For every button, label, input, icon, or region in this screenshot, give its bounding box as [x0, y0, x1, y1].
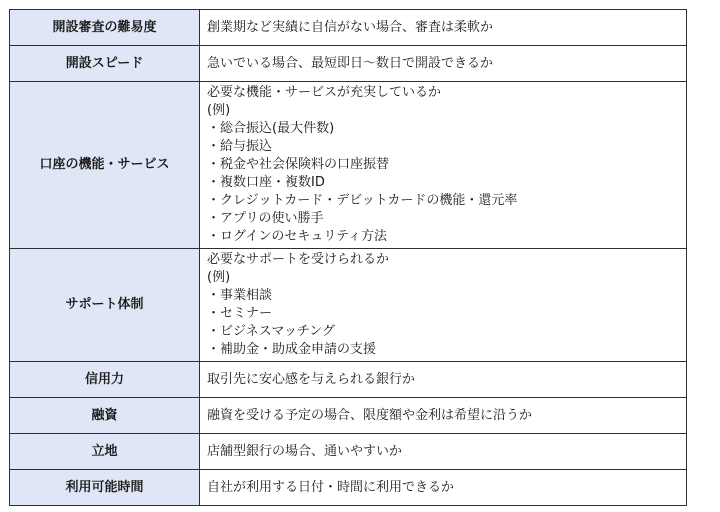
criterion-label: 融資 [10, 398, 200, 434]
description-line: 店舗型銀行の場合、通いやすいか [207, 443, 403, 459]
description-line: 急いでいる場合、最短即日～数日で開設できるか [207, 55, 494, 71]
description-line: ・総合振込(最大件数) [207, 121, 335, 136]
description-line: 必要な機能・サービスが充実しているか [207, 85, 442, 100]
description-line: ・補助金・助成金申請の支援 [207, 342, 377, 357]
criterion-description [200, 249, 687, 362]
criterion-label: 利用可能時間 [10, 470, 200, 506]
criterion-label: 信用力 [10, 362, 200, 398]
table-row [10, 82, 687, 249]
criterion-label: 開設スピード [10, 46, 200, 82]
description-line: ・ビジネスマッチング [207, 324, 335, 339]
bank-selection-criteria-table [9, 9, 687, 506]
description-line: ・アプリの使い勝手 [207, 211, 324, 226]
description-line: ・複数口座・複数ID [207, 175, 325, 190]
table-row [10, 470, 687, 506]
table-row [10, 10, 687, 46]
criterion-label: サポート体制 [10, 249, 200, 362]
criterion-label: 立地 [10, 434, 200, 470]
description-line: ・事業相談 [207, 288, 273, 303]
description-line: 取引先に安心感を与えられる銀行か [207, 371, 416, 387]
description-line: ・ログインのセキュリティ方法 [207, 229, 388, 244]
criterion-description [200, 398, 687, 434]
criterion-description [200, 470, 687, 506]
table-row [10, 46, 687, 82]
table-row [10, 398, 687, 434]
criterion-description [200, 434, 687, 470]
criterion-description [200, 10, 687, 46]
description-line: ・セミナー [207, 306, 273, 321]
table-row [10, 434, 687, 470]
criterion-label: 口座の機能・サービス [10, 82, 200, 249]
description-line: (例) [207, 103, 231, 118]
criterion-description [200, 82, 687, 249]
description-line: 融資を受ける予定の場合、限度額や金利は希望に沿うか [207, 407, 533, 423]
description-line: (例) [207, 270, 231, 285]
criterion-description [200, 46, 687, 82]
criterion-label: 開設審査の難易度 [10, 10, 200, 46]
description-line: 必要なサポートを受けられるか [207, 252, 390, 267]
description-line: ・給与振込 [207, 139, 273, 154]
description-line: ・税金や社会保険料の口座振替 [207, 157, 390, 172]
criterion-description [200, 362, 687, 398]
description-line: 自社が利用する日付・時間に利用できるか [207, 479, 455, 495]
table-row [10, 362, 687, 398]
description-line: 創業期など実績に自信がない場合、審査は柔軟か [207, 19, 494, 35]
table-row [10, 249, 687, 362]
description-line: ・クレジットカード・デビットカードの機能・還元率 [207, 193, 518, 208]
